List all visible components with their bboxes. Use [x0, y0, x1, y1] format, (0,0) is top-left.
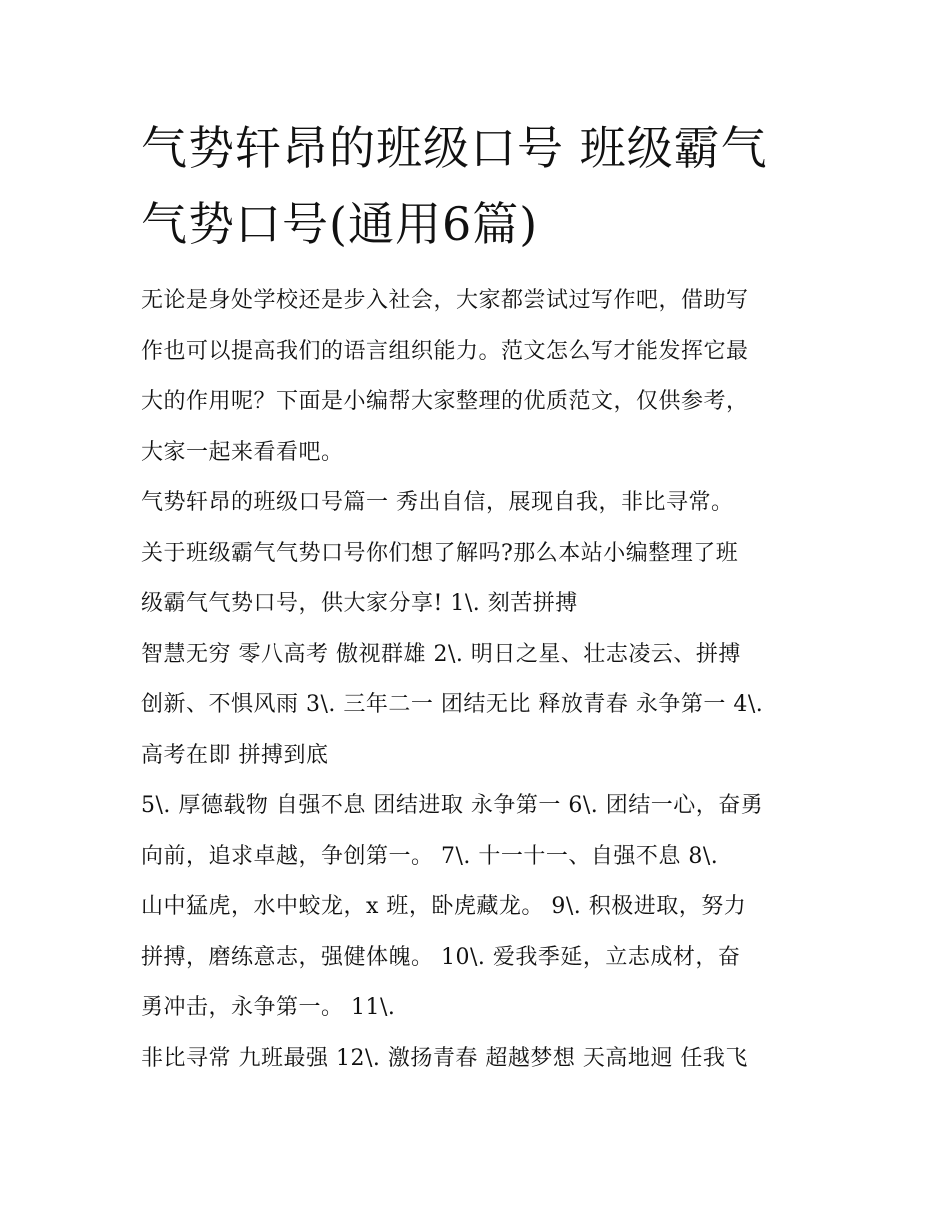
text-line: 智慧无穷 零八高考 傲视群雄 2\. 明日之星、壮志凌云、拼搏	[141, 641, 741, 667]
text-line: 5\. 厚德载物 自强不息 团结进取 永争第一 6\. 团结一心，奋勇	[141, 793, 764, 818]
text-line: 非比寻常 九班最强 12\. 激扬青春 超越梦想 天高地迥 任我飞	[141, 1045, 748, 1071]
text-line: 作也可以提高我们的语言组织能力。范文怎么写才能发挥它最	[141, 338, 749, 364]
text-line: 无论是身处学校还是步入社会，大家都尝试过写作吧，借助写	[141, 288, 749, 313]
intro-paragraph	[141, 276, 813, 478]
text-line: 大家一起来看看吧。	[141, 439, 344, 465]
text-line: 拼搏，磨练意志，强健体魄。 10\. 爱我季延，立志成材，奋	[141, 944, 741, 970]
text-line: 向前，追求卓越，争创第一。 7\. 十一十一、自强不息 8\.	[141, 843, 719, 869]
text-line: 关于班级霸气气势口号你们想了解吗?那么本站小编整理了班	[141, 540, 739, 566]
text-line: 勇冲击，永争第一。 11\.	[141, 995, 396, 1020]
text-line: 气势轩昂的班级口号篇一 秀出自信，展现自我，非比寻常。	[141, 490, 734, 515]
body-paragraph	[141, 529, 813, 630]
body-paragraph	[141, 781, 813, 1034]
text-line: 创新、不惧风雨 3\. 三年二一 团结无比 释放青春 永争第一 4\.	[141, 692, 764, 717]
body-paragraph	[141, 630, 813, 782]
body-paragraph	[141, 1034, 813, 1085]
title-line: 气势轩昂的班级口号 班级霸气	[141, 121, 768, 175]
document-body	[141, 110, 813, 1084]
title-line: 气势口号(通用6篇)	[141, 197, 539, 251]
text-line: 高考在即 拼搏到底	[141, 742, 329, 768]
section-heading-paragraph	[141, 478, 813, 529]
document-title	[141, 110, 813, 262]
text-line: 级霸气气势口号，供大家分享! 1\. 刻苦拼搏	[141, 591, 578, 616]
text-line: 山中猛虎，水中蛟龙，x 班，卧虎藏龙。 9\. 积极进取，努力	[141, 894, 747, 919]
text-line: 大的作用呢？下面是小编帮大家整理的优质范文，仅供参考，	[141, 389, 749, 414]
